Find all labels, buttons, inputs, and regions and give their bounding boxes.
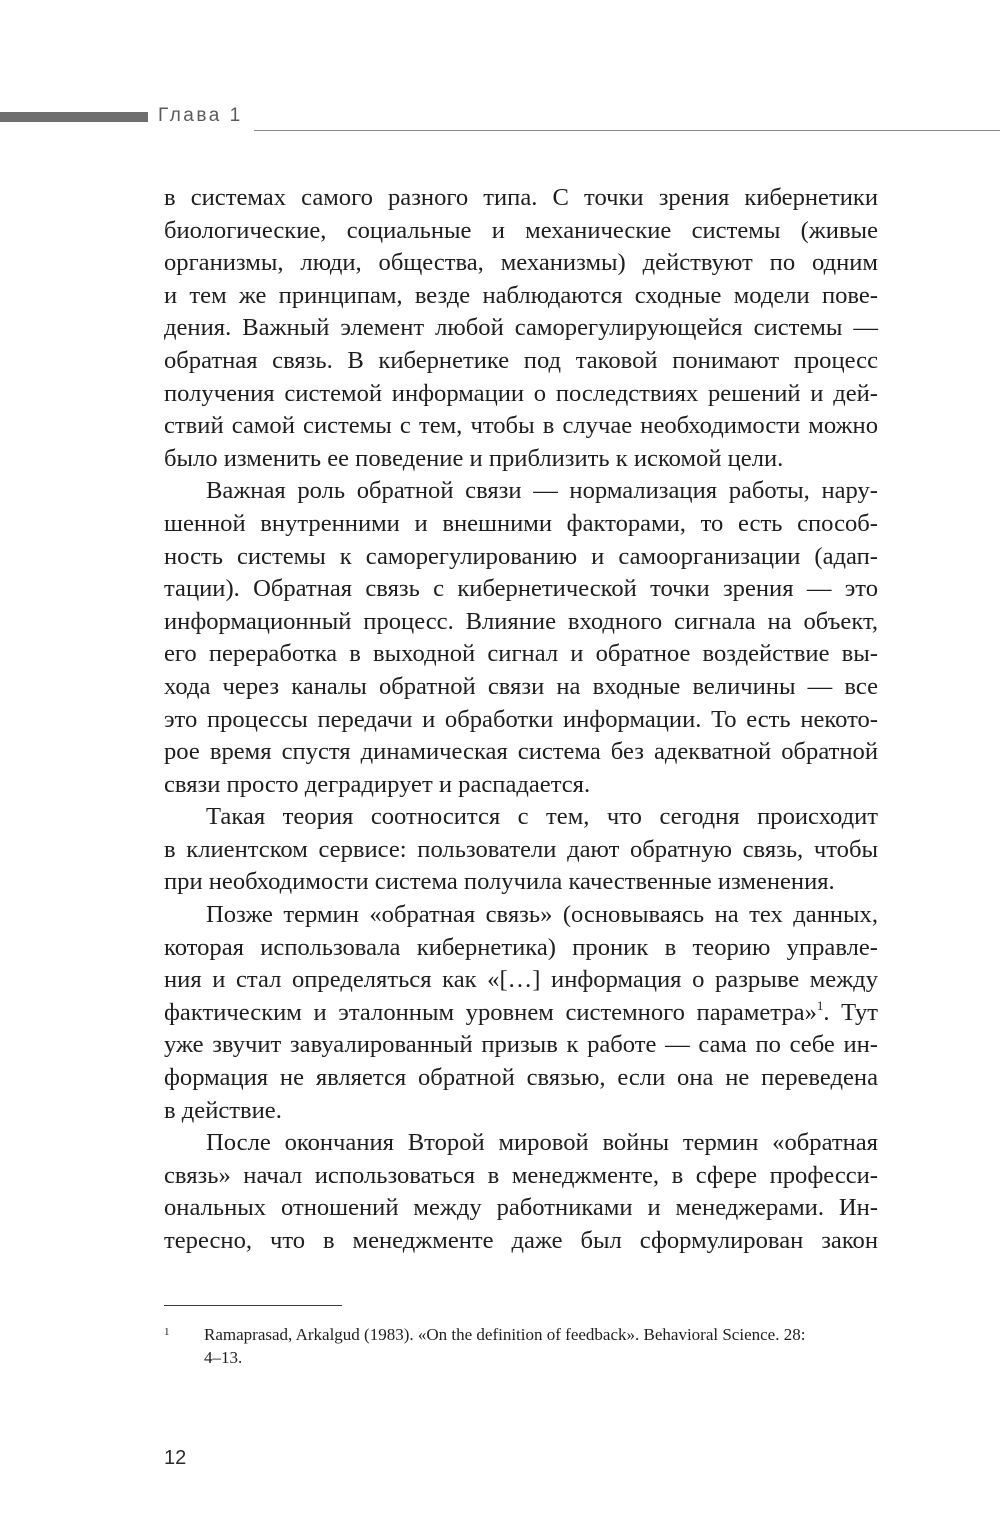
text-line: это процессы передачи и обработки информации. То есть некото- [164,705,878,733]
header-rule [254,130,1000,131]
text-line: шенной внутренними и внешними факторами, то есть способ- [164,509,878,537]
footnote [164,1323,854,1369]
text-line: обратная связь. В кибернетике под таковой понимают процесс [164,346,878,374]
text-line: его переработка в выходной сигнал и обратное воздействие вы- [164,640,878,668]
text-line: было изменить ее поведение и приблизить к искомой цели. [164,444,784,472]
text-line: которая использовала кибернетика) проник в теорию управле- [164,933,878,961]
text-line: ональных отношений между работниками и менеджерами. Ин- [164,1194,878,1222]
text-line: ствий самой системы с тем, чтобы в случае необходимости можно [164,412,878,440]
text-line: формация не является обратной связью, если она не переведена [164,1064,878,1092]
text-line: уже звучит завуалированный призыв к работе — сама по себе ин- [164,1031,878,1059]
body-text [164,182,878,1258]
header-accent-bar [0,112,148,122]
text-line: тации). Обратная связь с кибернетической точки зрения — это [164,575,878,603]
text-line: Важная роль обратной связи — нормализация работы, нару- [206,477,878,505]
text-line: в действие. [164,1096,282,1124]
footnote-rule [164,1305,342,1306]
text-line: организмы, люди, общества, механизмы) действуют по одним [164,249,878,277]
footnote-text: Ramaprasad, Arkalgud (1983). «On the definition of feedback». Behavioral Science. 28: [204,1325,806,1344]
text-line: связи просто деградирует и распадается. [164,770,591,798]
text-line: информационный процесс. Влияние входного сигнала на объект, [164,607,878,635]
chapter-label: Глава 1 [158,105,243,126]
text-line: рое время спустя динамическая система без адекватной обратной [164,738,878,766]
text-line: После окончания Второй мировой войны термин «обратная [206,1129,878,1157]
text-line: связь» начал использоваться в менеджменте, в сфере професси- [164,1161,878,1189]
text-line: дения. Важный элемент любой саморегулирующейся системы — [164,314,878,342]
footnote-text: 4–13. [204,1348,243,1367]
text-line: биологические, социальные и механические системы (живые [164,216,878,244]
text-line: и тем же принципам, везде наблюдаются сходные модели пове- [164,281,878,309]
footnote-ref[interactable]: 1 [816,997,824,1013]
text-line: в системах самого разного типа. С точки зрения кибернетики [164,184,878,211]
text-line: хода через каналы обратной связи на входные величины — все [164,672,878,700]
text-line: ность системы к саморегулированию и самоорганизации (адап- [164,542,878,570]
text-line: Такая теория соотносится с тем, что сегодня происходит [206,803,878,831]
text-line: получения системой информации о последствиях решений и дей- [164,379,878,407]
text-fragment: . Тут [823,998,878,1026]
text-line-with-footnote [164,997,878,1030]
page-number: 12 [164,1447,187,1469]
text-line: ния и стал определяться как «[…] информация о разрыве между [164,966,878,994]
footnote-number: 1 [164,1326,170,1338]
text-fragment: фактическим и эталонным уровнем системного параметра» [164,998,817,1026]
text-line: Позже термин «обратная связь» (основываясь на тех данных, [206,901,878,929]
text-line: при необходимости система получила качественные изменения. [164,868,835,896]
text-line: тересно, что в менеджменте даже был сформулирован закон [164,1227,878,1254]
text-line: в клиентском сервисе: пользователи дают обратную связь, чтобы [164,835,878,863]
